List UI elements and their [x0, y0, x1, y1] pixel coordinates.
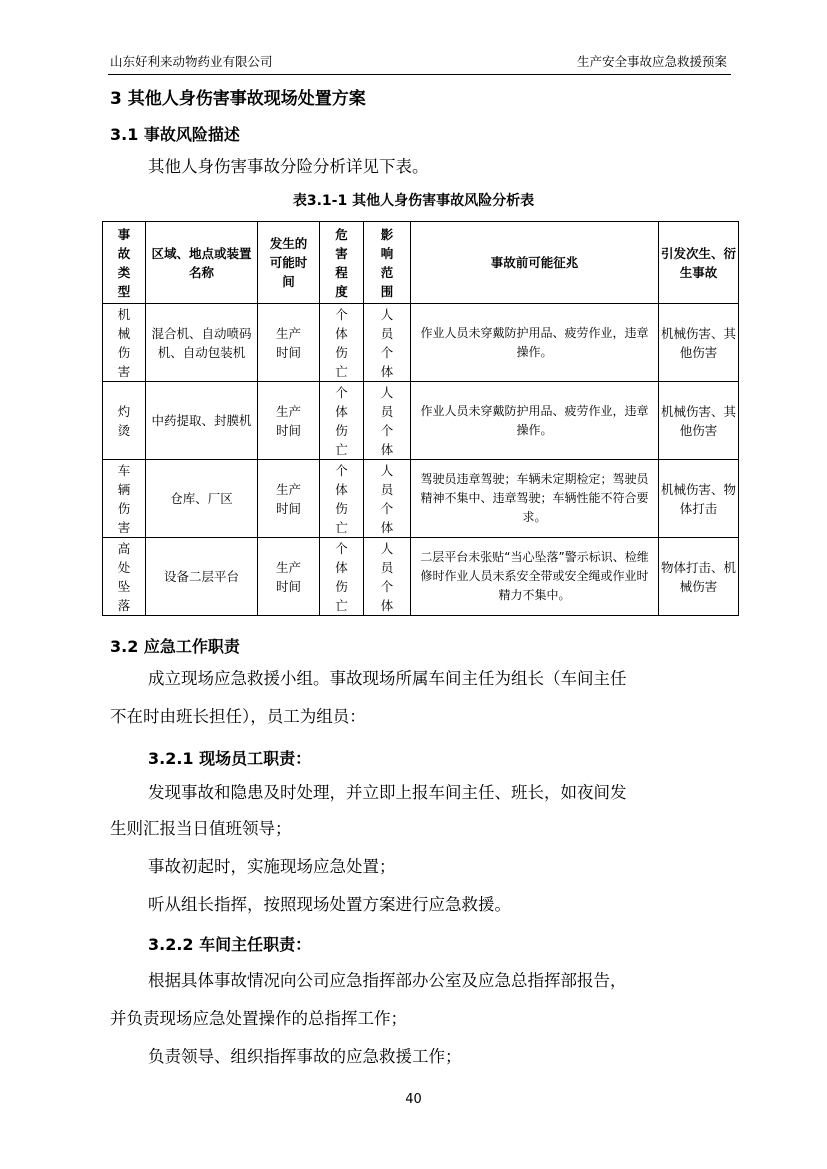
section-3-2-2-title: 3.2.2 车间主任职责： — [148, 935, 312, 954]
section-3-2-1-title: 3.2.1 现场员工职责： — [148, 749, 312, 768]
cell-signs: 作业人员未穿戴防护用品、疲劳作业，违章操作。 — [411, 382, 659, 460]
section-3-2-1-para-line1: 发现事故和隐患及时处理，并立即上报车间主任、班长，如夜间发 — [148, 783, 627, 802]
header-company: 山东好利来动物药业有限公司 — [110, 54, 273, 69]
header-cell: 发生的可能时间 — [258, 222, 320, 304]
table-row — [103, 304, 739, 382]
cell-scope: 人员个体 — [364, 460, 411, 538]
cell-hazard: 个体伤亡 — [320, 304, 364, 382]
section-3-2-1-para2: 事故初起时，实施现场应急处置； — [148, 857, 396, 876]
page-header — [108, 50, 731, 75]
section-3-1-intro: 其他人身伤害事故分险分析详见下表。 — [148, 157, 429, 176]
section-3-2-title: 3.2 应急工作职责 — [110, 637, 240, 656]
cell-scope: 人员个体 — [364, 538, 411, 616]
cell-location: 设备二层平台 — [146, 538, 258, 616]
header-cell: 区域、地点或装置名称 — [146, 222, 258, 304]
cell-secondary: 机械伤害、其他伤害 — [659, 304, 739, 382]
header-cell: 引发次生、衍生事故 — [659, 222, 739, 304]
cell-hazard: 个体伤亡 — [320, 538, 364, 616]
cell-location: 中药提取、封膜机 — [146, 382, 258, 460]
cell-type: 车辆伤害 — [103, 460, 146, 538]
cell-location: 混合机、自动喷码机、自动包装机 — [146, 304, 258, 382]
cell-location: 仓库、厂区 — [146, 460, 258, 538]
section-3-2-1-para3: 听从组长指挥，按照现场处置方案进行应急救援。 — [148, 895, 511, 914]
section-3-2-para-line2: 不在时由班长担任），员工为组员： — [110, 707, 366, 726]
table-caption: 表3.1-1 其他人身伤害事故风险分析表 — [292, 193, 535, 209]
cell-secondary: 机械伤害、其他伤害 — [659, 382, 739, 460]
cell-signs: 驾驶员违章驾驶；车辆未定期检定；驾驶员精神不集中、违章驾驶；车辆性能不符合要求。 — [411, 460, 659, 538]
cell-type: 灼烫 — [103, 382, 146, 460]
cell-scope: 人员个体 — [364, 382, 411, 460]
cell-hazard: 个体伤亡 — [320, 460, 364, 538]
header-doc-title: 生产安全事故应急救援预案 — [576, 54, 727, 69]
header-cell: 事故前可能征兆 — [411, 222, 659, 304]
cell-time: 生产时间 — [258, 538, 320, 616]
section-3-2-para-line1: 成立现场应急救援小组。事故现场所属车间主任为组长（车间主任 — [148, 669, 627, 688]
section-3-2-1-para-line2: 生则汇报当日值班领导； — [110, 819, 292, 838]
table-row — [103, 382, 739, 460]
cell-signs: 作业人员未穿戴防护用品、疲劳作业，违章操作。 — [411, 304, 659, 382]
table-header-row — [103, 222, 739, 304]
cell-signs: 二层平台未张贴“当心坠落”警示标识、检维修时作业人员未系安全带或安全绳或作业时精力不集中。 — [411, 538, 659, 616]
cell-time: 生产时间 — [258, 304, 320, 382]
table-row — [103, 460, 739, 538]
section-3-2-2-para-line2: 并负责现场应急处置操作的总指挥工作； — [110, 1009, 407, 1028]
header-cell: 事故类型 — [103, 222, 146, 304]
section-3-1-title: 3.1 事故风险描述 — [110, 125, 240, 144]
cell-secondary: 物体打击、机械伤害 — [659, 538, 739, 616]
cell-scope: 人员个体 — [364, 304, 411, 382]
cell-time: 生产时间 — [258, 460, 320, 538]
header-cell: 影响范围 — [364, 222, 411, 304]
table-row — [103, 538, 739, 616]
section-3-2-2-para-line1: 根据具体事故情况向公司应急指挥部办公室及应急总指挥部报告， — [148, 971, 627, 990]
cell-hazard: 个体伤亡 — [320, 382, 364, 460]
header-cell: 危害程度 — [320, 222, 364, 304]
page-number: 40 — [405, 1092, 422, 1107]
section-3-2-2-para2: 负责领导、组织指挥事故的应急救援工作； — [148, 1047, 462, 1066]
cell-secondary: 机械伤害、物体打击 — [659, 460, 739, 538]
section-3-title: 3 其他人身伤害事故现场处置方案 — [110, 89, 366, 109]
cell-type: 高处坠落 — [103, 538, 146, 616]
risk-table — [102, 221, 739, 616]
cell-time: 生产时间 — [258, 382, 320, 460]
cell-type: 机械伤害 — [103, 304, 146, 382]
